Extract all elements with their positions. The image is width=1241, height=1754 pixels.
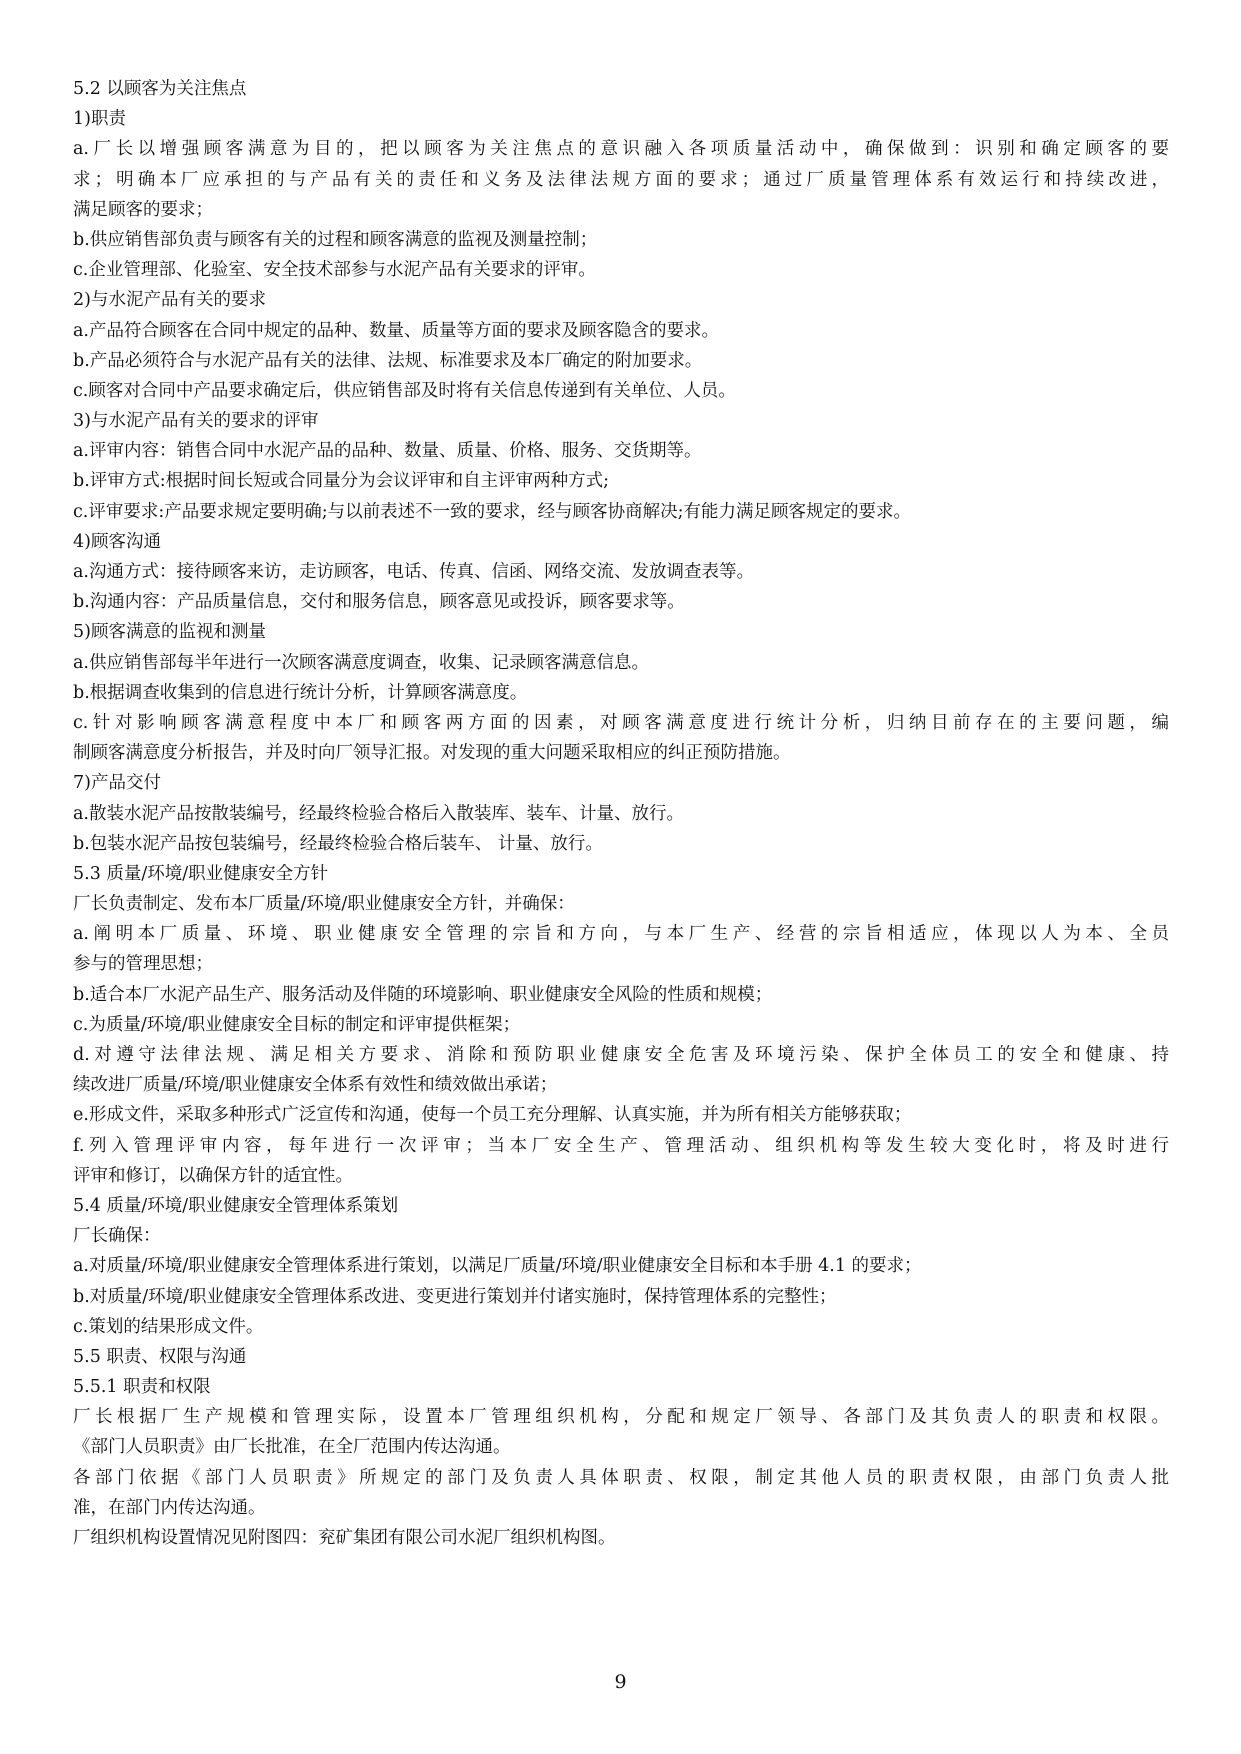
text-line: 5.5.1 职责和权限 xyxy=(73,1377,211,1398)
text-line: a.评审内容：销售合同中水泥产品的品种、数量、质量、价格、服务、交货期等。 xyxy=(73,441,702,462)
text-line: 评审和修订，以确保方针的适宜性。 xyxy=(73,1165,353,1186)
text-line: 续改进厂质量/环境/职业健康安全体系有效性和绩效做出承诺； xyxy=(73,1075,558,1096)
text-line: c.为质量/环境/职业健康安全目标的制定和评审提供框架； xyxy=(73,1014,521,1035)
text-line: a.沟通方式：接待顾客来访，走访顾客，电话、传真、信函、网络交流、发放调查表等。 xyxy=(73,562,754,582)
text-line: 5.5 职责、权限与沟通 xyxy=(73,1346,247,1367)
text-line: b.沟通内容：产品质量信息，交付和服务信息，顾客意见或投诉，顾客要求等。 xyxy=(73,592,685,613)
text-line: 1)职责 xyxy=(73,109,126,130)
text-line: 2)与水泥产品有关的要求 xyxy=(73,290,266,311)
text-line: 3)与水泥产品有关的要求的评审 xyxy=(73,411,319,432)
text-line: 7)产品交付 xyxy=(73,773,161,794)
text-line: b.产品必须符合与水泥产品有关的法律、法规、标准要求及本厂确定的附加要求。 xyxy=(73,350,703,371)
text-line: b.根据调查收集到的信息进行统计分析，计算顾客满意度。 xyxy=(73,682,528,703)
text-line: b.供应销售部负责与顾客有关的过程和顾客满意的监视及测量控制； xyxy=(73,229,598,250)
text-line: 厂长确保： xyxy=(73,1226,161,1247)
text-line: c.评审要求:产品要求规定要明确;与以前表述不一致的要求，经与顾客协商解决;有能力满足顾客规定的要求。 xyxy=(73,501,912,522)
text-line: a.产品符合顾客在合同中规定的品种、数量、质量等方面的要求及顾客隐含的要求。 xyxy=(73,320,719,341)
text-line: c.策划的结果形成文件。 xyxy=(73,1316,264,1337)
document-body xyxy=(73,74,1169,1553)
text-line: c.企业管理部、化验室、安全技术部参与水泥产品有关要求的评审。 xyxy=(73,260,596,281)
text-line: 5.4 质量/环境/职业健康安全管理体系策划 xyxy=(73,1195,399,1216)
text-line: 5)顾客满意的监视和测量 xyxy=(73,622,266,643)
text-line: 5.2 以顾客为关注焦点 xyxy=(73,79,247,99)
text-line: e.形成文件，采取多种形式广泛宣传和沟通，使每一个员工充分理解、认真实施，并为所有相关方能够获取； xyxy=(73,1105,912,1126)
text-line: a.阐明本厂质量、环境、职业健康安全管理的宗旨和方向，与本厂生产、经营的宗旨相适应，体现以人为本、全员 xyxy=(73,924,1169,945)
text-line: a.散装水泥产品按散装编号，经最终检验合格后入散装库、装车、计量、放行。 xyxy=(73,803,684,824)
text-line: 各部门依据《部门人员职责》所规定的部门及负责人具体职责、权限，制定其他人员的职责权限，由部门负责人批 xyxy=(73,1467,1169,1488)
text-line: a.供应销售部每半年进行一次顾客满意度调查，收集、记录顾客满意信息。 xyxy=(73,652,649,673)
text-line: 参与的管理思想； xyxy=(73,954,213,975)
text-line: 厂组织机构设置情况见附图四：兖矿集团有限公司水泥厂组织机构图。 xyxy=(73,1528,616,1548)
text-line: 制顾客满意度分析报告，并及时向厂领导汇报。对发现的重大问题采取相应的纠正预防措施。 xyxy=(73,743,791,764)
text-line: 求；明确本厂应承担的与产品有关的责任和义务及法律法规方面的要求；通过厂质量管理体系有效运行和持续改进， xyxy=(73,169,1169,190)
text-line: 满足顾客的要求； xyxy=(73,199,213,220)
text-line: 准，在部门内传达沟通。 xyxy=(73,1497,266,1518)
text-line: a.厂长以增强顾客满意为目的，把以顾客为关注焦点的意识融入各项质量活动中，确保做到：识别和确定顾客的要 xyxy=(73,139,1169,160)
text-line: d.对遵守法律法规、满足相关方要求、消除和预防职业健康安全危害及环境污染、保护全体员工的安全和健康、持 xyxy=(73,1045,1169,1065)
text-line: f.列入管理评审内容，每年进行一次评审；当本厂安全生产、管理活动、组织机构等发生较大变化时，将及时进行 xyxy=(73,1135,1169,1156)
text-line: b.评审方式:根据时间长短或合同量分为会议评审和自主评审两种方式; xyxy=(73,471,610,492)
text-line: 《部门人员职责》由厂长批准，在全厂范围内传达沟通。 xyxy=(73,1437,511,1458)
text-line: b.适合本厂水泥产品生产、服务活动及伴随的环境影响、职业健康安全风险的性质和规模； xyxy=(73,984,773,1005)
page-number: 9 xyxy=(614,1671,627,1693)
text-line: c.针对影响顾客满意程度中本厂和顾客两方面的因素，对顾客满意度进行统计分析，归纳目前存在的主要问题，编 xyxy=(73,712,1169,733)
text-line: c.顾客对合同中产品要求确定后，供应销售部及时将有关信息传递到有关单位、人员。 xyxy=(73,380,736,401)
text-line: 4)顾客沟通 xyxy=(73,531,161,552)
text-line: 厂长根据厂生产规模和管理实际，设置本厂管理组织机构，分配和规定厂领导、各部门及其负责人的职责和权限。 xyxy=(73,1407,1169,1428)
text-line: 厂长负责制定、发布本厂质量/环境/职业健康安全方针，并确保： xyxy=(73,894,575,915)
text-line: 5.3 质量/环境/职业健康安全方针 xyxy=(73,863,329,884)
text-line: b.包装水泥产品按包装编号，经最终检验合格后装车、 计量、放行。 xyxy=(73,833,603,854)
text-line: b.对质量/环境/职业健康安全管理体系改进、变更进行策划并付诸实施时，保持管理体系的完整性； xyxy=(73,1286,837,1307)
text-line: a.对质量/环境/职业健康安全管理体系进行策划，以满足厂质量/环境/职业健康安全目标和本手册 4.1 的要求； xyxy=(73,1256,922,1277)
